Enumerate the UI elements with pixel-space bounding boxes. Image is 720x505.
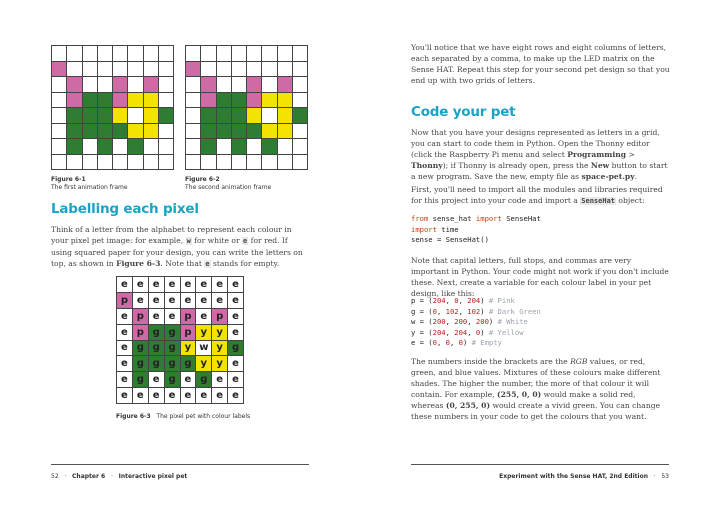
pixel-cell (128, 108, 142, 123)
letter-cell: p (181, 325, 196, 340)
pixel-cell (113, 124, 127, 139)
pixel-cell (247, 46, 261, 61)
pixel-cell (247, 139, 261, 154)
pixel-cell (186, 62, 200, 77)
pixel-cell (98, 62, 112, 77)
pixel-cell (67, 108, 81, 123)
letter-cell: e (181, 277, 196, 292)
letter-cell: p (117, 293, 132, 308)
pixel-cell (52, 46, 66, 61)
letter-cell: e (117, 277, 132, 292)
pixel-cell (293, 93, 307, 108)
letter-cell: e (196, 309, 211, 324)
letter-cell: e (165, 293, 180, 308)
pixel-cell (201, 124, 215, 139)
letter-cell: e (165, 388, 180, 403)
pixel-cell (247, 108, 261, 123)
pixel-cell (201, 46, 215, 61)
pixel-cell (113, 108, 127, 123)
pixel-cell (128, 62, 142, 77)
pixel-cell (186, 124, 200, 139)
letter-cell: g (165, 341, 180, 356)
pixel-cell (159, 155, 173, 170)
chapter-title: Interactive pixel pet (118, 473, 188, 480)
letter-cell: g (228, 341, 243, 356)
pixel-cell (201, 77, 215, 92)
pixel-cell (278, 77, 292, 92)
pixel-cell (247, 77, 261, 92)
letter-cell: e (117, 356, 132, 371)
pixel-cell (83, 77, 97, 92)
page-number: 53 (661, 473, 669, 480)
pixel-cell (232, 155, 246, 170)
pixel-cell (186, 139, 200, 154)
pixel-cell (83, 46, 97, 61)
pixel-cell (67, 155, 81, 170)
letter-cell: e (149, 372, 164, 387)
right-page (360, 0, 720, 505)
code-listing-imports: from sense_hat import SenseHat import time sense = SenseHat() (411, 214, 541, 244)
pixel-cell (186, 46, 200, 61)
letter-cell: y (212, 356, 227, 371)
letter-cell: g (133, 356, 148, 371)
code-line: y = (204, 204, 0) # Yellow (411, 327, 524, 337)
pixel-cell (52, 108, 66, 123)
letter-cell: e (196, 388, 211, 403)
pixel-cell (201, 108, 215, 123)
pixel-cell (144, 77, 158, 92)
letter-cell: e (149, 277, 164, 292)
letter-cell: e (228, 325, 243, 340)
pixel-cell (201, 155, 215, 170)
chapter-label: Chapter 6 (72, 473, 106, 480)
figure-caption: The second animation frame (185, 184, 272, 191)
pixel-cell (144, 139, 158, 154)
pixel-cell (67, 46, 81, 61)
letter-cell: e (165, 309, 180, 324)
letter-cell: g (133, 372, 148, 387)
letter-cell: e (228, 277, 243, 292)
pixel-cell (293, 108, 307, 123)
pixel-cell (113, 46, 127, 61)
figure-6-1-label (51, 176, 128, 192)
pixel-cell (293, 46, 307, 61)
pixel-cell (293, 139, 307, 154)
pixel-cell (201, 139, 215, 154)
pixel-cell (262, 108, 276, 123)
pixel-cell (247, 62, 261, 77)
pixel-cell (217, 155, 231, 170)
letter-cell: e (181, 293, 196, 308)
figure-caption: The pixel pet with colour labels (156, 413, 251, 420)
pixel-cell (113, 77, 127, 92)
pixel-cell (278, 139, 292, 154)
letter-cell: e (228, 388, 243, 403)
pixel-cell (83, 124, 97, 139)
pixel-cell (113, 62, 127, 77)
pixel-cell (52, 62, 66, 77)
pixel-cell (217, 93, 231, 108)
pixel-cell (278, 93, 292, 108)
letter-cell: e (149, 388, 164, 403)
pixel-cell (144, 108, 158, 123)
pixel-cell (144, 124, 158, 139)
pixel-cell (247, 155, 261, 170)
pixel-cell (159, 46, 173, 61)
pixel-cell (144, 155, 158, 170)
footer-rule (411, 464, 669, 465)
section-heading: Code your pet (411, 104, 516, 120)
pixel-cell (83, 139, 97, 154)
page-number: 52 (51, 473, 59, 480)
pixel-cell (67, 124, 81, 139)
figure-number: Figure 6-2 (185, 176, 220, 183)
pixel-cell (98, 77, 112, 92)
pixel-cell (262, 124, 276, 139)
pixel-cell (52, 139, 66, 154)
letter-cell: e (117, 372, 132, 387)
pixel-cell (217, 62, 231, 77)
code-listing-colours (411, 296, 541, 349)
pixel-cell (67, 139, 81, 154)
pixel-cell (262, 77, 276, 92)
letter-cell: e (196, 293, 211, 308)
letter-cell: y (212, 341, 227, 356)
pixel-cell (232, 124, 246, 139)
letter-cell: e (212, 277, 227, 292)
code-line: p = (204, 0, 204) # Pink (411, 296, 515, 305)
pixel-cell (217, 77, 231, 92)
letter-cell: g (196, 372, 211, 387)
pixel-cell (98, 155, 112, 170)
pixel-cell (113, 93, 127, 108)
letter-cell: e (228, 356, 243, 371)
pixel-cell (232, 93, 246, 108)
pixel-cell (262, 62, 276, 77)
pixel-cell (83, 108, 97, 123)
pixel-cell (144, 62, 158, 77)
letter-cell: y (196, 356, 211, 371)
letter-cell: e (117, 325, 132, 340)
pixel-cell (232, 139, 246, 154)
figure-6-1-pixel-grid (51, 45, 174, 170)
pixel-cell (98, 93, 112, 108)
pixel-cell (217, 124, 231, 139)
letter-cell: p (133, 309, 148, 324)
letter-cell: p (212, 309, 227, 324)
letter-cell: e (149, 293, 164, 308)
pixel-cell (201, 62, 215, 77)
code-line: w = (200, 200, 200) # White (411, 317, 528, 326)
pixel-cell (262, 93, 276, 108)
pixel-cell (98, 124, 112, 139)
letter-cell: y (196, 325, 211, 340)
pixel-cell (98, 139, 112, 154)
letter-cell: e (196, 277, 211, 292)
pixel-cell (232, 46, 246, 61)
letter-cell: p (181, 309, 196, 324)
pixel-cell (159, 93, 173, 108)
code-line: g = (0, 102, 102) # Dark Green (411, 306, 541, 316)
letter-cell: e (212, 372, 227, 387)
letter-cell: g (133, 341, 148, 356)
pixel-cell (247, 93, 261, 108)
pixel-cell (278, 62, 292, 77)
letter-cell: e (228, 293, 243, 308)
body-paragraph: Think of a letter from the alphabet to represent each colour in your pixel pet image: for example, w for white or e for red. If using squared paper for your design, you can write the letters on top, as shown in Figure 6-3. Note that e stands for empty. (51, 225, 303, 268)
pixel-cell (128, 93, 142, 108)
pixel-cell (217, 46, 231, 61)
pixel-cell (217, 139, 231, 154)
pixel-cell (159, 124, 173, 139)
letter-cell: y (212, 325, 227, 340)
pixel-cell (98, 108, 112, 123)
figure-6-3-label (116, 413, 250, 421)
pixel-cell (98, 46, 112, 61)
footer-rule (51, 464, 309, 465)
book-title: Experiment with the Sense HAT, 2nd Edition (499, 473, 648, 480)
letter-cell: y (181, 341, 196, 356)
pixel-cell (128, 46, 142, 61)
pixel-cell (186, 93, 200, 108)
pixel-cell (83, 155, 97, 170)
pixel-cell (52, 93, 66, 108)
letter-cell: e (133, 388, 148, 403)
figure-6-2-label (185, 176, 271, 192)
letter-cell: w (196, 341, 211, 356)
letter-cell: e (181, 372, 196, 387)
pixel-cell (278, 46, 292, 61)
figure-caption: The first animation frame (51, 184, 128, 191)
pixel-cell (83, 93, 97, 108)
pixel-cell (144, 93, 158, 108)
pixel-cell (186, 108, 200, 123)
letter-cell: e (165, 277, 180, 292)
pixel-cell (67, 93, 81, 108)
letter-cell: g (165, 356, 180, 371)
pixel-cell (232, 77, 246, 92)
letter-cell: e (228, 372, 243, 387)
pixel-cell (262, 46, 276, 61)
pixel-cell (247, 124, 261, 139)
pixel-cell (293, 77, 307, 92)
pixel-cell (293, 155, 307, 170)
pixel-cell (67, 77, 81, 92)
letter-cell: e (212, 293, 227, 308)
letter-cell: g (165, 372, 180, 387)
pixel-cell (113, 155, 127, 170)
letter-cell: g (149, 325, 164, 340)
page-footer: Experiment with the Sense HAT, 2nd Edition · 53 (499, 473, 669, 480)
pixel-cell (186, 77, 200, 92)
pixel-cell (232, 108, 246, 123)
letter-cell: e (117, 309, 132, 324)
figure-number: Figure 6-1 (51, 176, 86, 183)
letter-cell: e (117, 388, 132, 403)
pixel-cell (83, 62, 97, 77)
body-paragraph: Note that capital letters, full stops, and commas are very important in Python. Your code might not work if you don't include these. Next, create a variable for each colour label in your pet design, like this: (411, 256, 669, 298)
letter-cell: g (149, 356, 164, 371)
pixel-cell (278, 155, 292, 170)
pixel-cell (262, 155, 276, 170)
pixel-cell (293, 62, 307, 77)
pixel-cell (186, 155, 200, 170)
section-heading: Labelling each pixel (51, 201, 199, 217)
pixel-cell (113, 139, 127, 154)
letter-cell: e (117, 341, 132, 356)
pixel-cell (201, 93, 215, 108)
pixel-cell (159, 77, 173, 92)
pixel-cell (278, 108, 292, 123)
letter-cell: e (149, 309, 164, 324)
letter-cell: e (212, 388, 227, 403)
pixel-cell (144, 46, 158, 61)
pixel-cell (232, 62, 246, 77)
letter-cell: g (149, 341, 164, 356)
letter-cell: g (165, 325, 180, 340)
pixel-cell (128, 124, 142, 139)
pixel-cell (159, 62, 173, 77)
pixel-cell (52, 77, 66, 92)
body-paragraph: The numbers inside the brackets are the RGB values, or red, green, and blue values. Mixtures of these colours make different shades. The higher the number, the more of that colour it will contain. For example, (255, 0, 0) would make a solid red, whereas (0, 255, 0) would create a vivid green. You can change these numbers in your code to get the colours that you want. (411, 357, 661, 421)
figure-6-3-letter-grid (116, 276, 244, 404)
figure-number: Figure 6-3 (116, 413, 151, 420)
body-paragraph: First, you'll need to import all the modules and libraries required for this project into your code and import a SenseHat object: (411, 185, 663, 205)
letter-cell: g (181, 356, 196, 371)
pixel-cell (293, 124, 307, 139)
intro-paragraph: You'll notice that we have eight rows and eight columns of letters, each separated by a comma, to make up the LED matrix on the Sense HAT. Repeat this step for your second pet design so that you end up with two grids of letters. (411, 43, 670, 85)
letter-cell: e (181, 388, 196, 403)
pixel-cell (278, 124, 292, 139)
pixel-cell (159, 139, 173, 154)
figure-6-2-pixel-grid (185, 45, 308, 170)
pixel-cell (159, 108, 173, 123)
code-line: e = (0, 0, 0) # Empty (411, 338, 502, 347)
pixel-cell (128, 139, 142, 154)
pixel-cell (52, 155, 66, 170)
letter-cell: p (133, 325, 148, 340)
pixel-cell (52, 124, 66, 139)
body-paragraph: Now that you have your designs represented as letters in a grid, you can start to code them in Python. Open the Thonny editor (click the Raspberry Pi menu and select Programming > Thonny); if Thonny is already open, press the New button to start a new program. Save the new, empty file as space-pet.py. (411, 128, 668, 181)
pixel-cell (67, 62, 81, 77)
letter-cell: e (133, 293, 148, 308)
letter-cell: e (133, 277, 148, 292)
pixel-cell (262, 139, 276, 154)
pixel-cell (217, 108, 231, 123)
letter-cell: e (228, 309, 243, 324)
page-footer: 52 · Chapter 6 · Interactive pixel pet (51, 473, 188, 480)
pixel-cell (128, 77, 142, 92)
pixel-cell (128, 155, 142, 170)
